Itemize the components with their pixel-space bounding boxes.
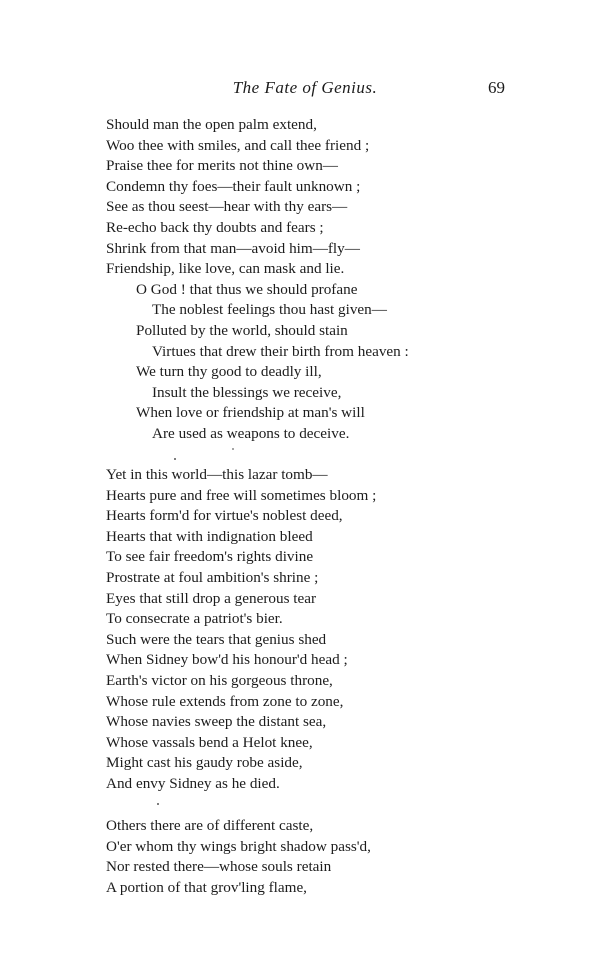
poem-line: Polluted by the world, should stain bbox=[136, 321, 348, 339]
ink-speck bbox=[232, 448, 234, 450]
poem-line: O God ! that thus we should profane bbox=[136, 280, 358, 298]
poem-line: Virtues that drew their birth from heaven : bbox=[152, 342, 409, 360]
poem-line: See as thou seest—hear with thy ears— bbox=[106, 198, 348, 216]
poem-line: Earth's victor on his gorgeous throne, bbox=[106, 671, 333, 689]
ink-speck bbox=[157, 803, 159, 805]
poem-line: Insult the blessings we receive, bbox=[152, 383, 342, 401]
stanza-2 bbox=[106, 465, 576, 795]
poem-line: Whose vassals bend a Helot knee, bbox=[106, 733, 313, 751]
poem-line: Hearts form'd for virtue's noblest deed, bbox=[106, 507, 343, 525]
poem-line: O'er whom thy wings bright shadow pass'd, bbox=[106, 837, 371, 855]
poem-line: A portion of that grov'ling flame, bbox=[106, 878, 307, 896]
poem-line: Others there are of different caste, bbox=[106, 817, 314, 834]
poem-line: Whose navies sweep the distant sea, bbox=[106, 713, 327, 731]
poem-line: To see fair freedom's rights divine bbox=[106, 548, 314, 566]
poem-line: The noblest feelings thou hast given— bbox=[152, 301, 387, 319]
poem-line: Might cast his gaudy robe aside, bbox=[106, 754, 303, 772]
poem-line: Nor rested there—whose souls retain bbox=[106, 858, 332, 876]
page-number: 69 bbox=[488, 78, 505, 97]
poem-line: Eyes that still drop a generous tear bbox=[106, 589, 317, 607]
poem-line: Hearts that with indignation bleed bbox=[106, 527, 313, 545]
poem-line: Condemn thy foes—their fault unknown ; bbox=[106, 177, 361, 195]
poem-line: Are used as weapons to deceive. bbox=[152, 424, 350, 442]
poem-line: When love or friendship at man's will bbox=[136, 404, 365, 422]
poem-line: Should man the open palm extend, bbox=[106, 116, 317, 133]
poem-line: Yet in this world—this lazar tomb— bbox=[106, 466, 328, 483]
poem-line: Such were the tears that genius shed bbox=[106, 630, 327, 648]
poem-line: When Sidney bow'd his honour'd head ; bbox=[106, 651, 348, 669]
poem-line: Woo thee with smiles, and call thee friend ; bbox=[106, 136, 370, 154]
stanza-3 bbox=[106, 816, 576, 898]
poem-line: Praise thee for merits not thine own— bbox=[106, 157, 338, 175]
poem-line: To consecrate a patriot's bier. bbox=[106, 610, 283, 628]
poem-line: Whose rule extends from zone to zone, bbox=[106, 692, 344, 710]
ink-speck bbox=[174, 458, 176, 460]
poem-line: Shrink from that man—avoid him—fly— bbox=[106, 239, 360, 257]
poem-line: Hearts pure and free will sometimes bloom ; bbox=[106, 486, 377, 504]
running-title: The Fate of Genius. bbox=[232, 78, 378, 97]
stanza-1 bbox=[106, 115, 576, 445]
poem-line: Prostrate at foul ambition's shrine ; bbox=[106, 568, 319, 586]
poem-line: Friendship, like love, can mask and lie. bbox=[106, 260, 345, 278]
poem-line: And envy Sidney as he died. bbox=[106, 774, 280, 792]
poem-line: Re-echo back thy doubts and fears ; bbox=[106, 218, 324, 236]
poem-line: We turn thy good to deadly ill, bbox=[136, 363, 322, 381]
